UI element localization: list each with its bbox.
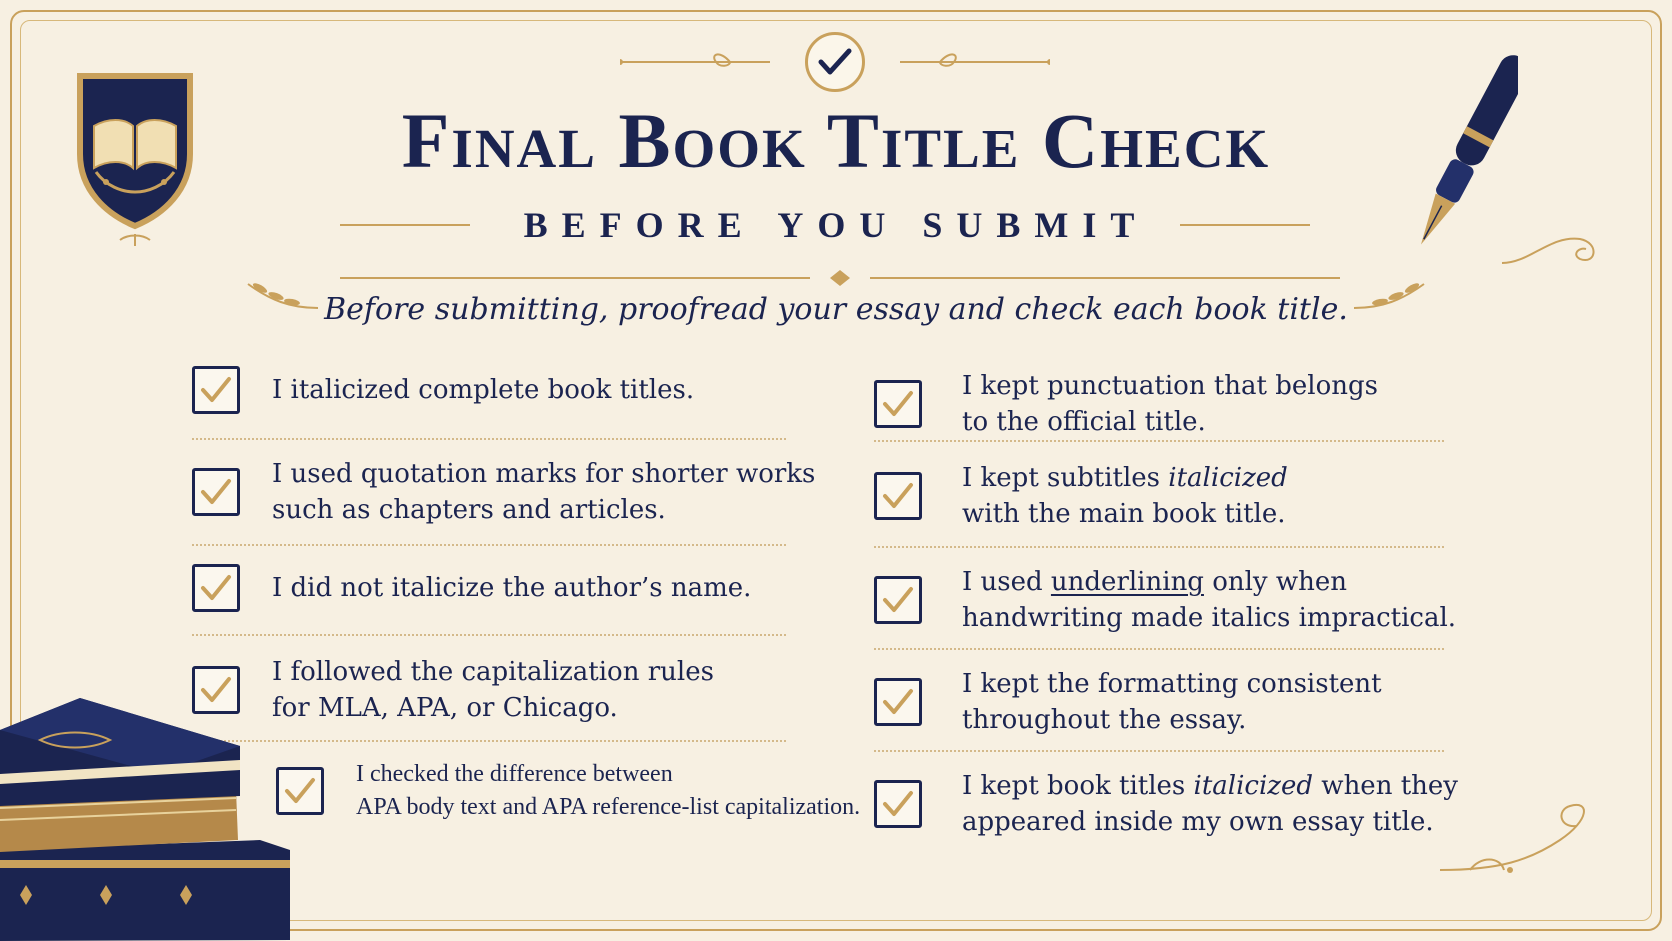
flourish-ornament-bottom (1440, 800, 1620, 890)
item-text-line1a: I kept subtitles (962, 463, 1169, 493)
item-text-line2: such as chapters and articles. (272, 495, 666, 525)
checklist-item-right-1 (874, 368, 1378, 440)
dotted-separator (192, 634, 786, 636)
checkbox-icon[interactable] (874, 380, 922, 428)
item-text-italic: italicized (1168, 463, 1288, 493)
dotted-separator (192, 438, 786, 440)
item-text: I italicized complete book titles. (272, 375, 695, 405)
dotted-separator (874, 648, 1444, 650)
top-ornament (620, 30, 1050, 100)
intro-text: Before submitting, proofread your essay and check each book title. (324, 292, 1348, 327)
checkbox-icon[interactable] (874, 678, 922, 726)
checklist-item-right-4 (874, 666, 1382, 738)
item-text-line1c: when they (1313, 771, 1458, 801)
checklist-item-left-1 (192, 366, 694, 414)
dotted-separator (874, 750, 1444, 752)
item-text-line2: throughout the essay. (962, 705, 1247, 735)
dotted-separator (192, 544, 786, 546)
item-text-line2: appeared inside my own essay title. (962, 807, 1434, 837)
checkbox-icon[interactable] (192, 468, 240, 516)
checklist-item-left-2 (192, 456, 815, 528)
item-text-line1: I kept punctuation that belongs (962, 371, 1378, 401)
checklist-item-left-5 (276, 758, 860, 824)
item-text-line1a: I kept book titles (962, 771, 1194, 801)
checkbox-icon[interactable] (192, 366, 240, 414)
item-text-line2: for MLA, APA, or Chicago. (272, 693, 618, 723)
item-text-line2: to the official title. (962, 407, 1206, 437)
item-text: I did not italicize the author’s name. (272, 573, 752, 603)
checkbox-icon[interactable] (192, 564, 240, 612)
item-text-line2: APA body text and APA reference-list capitalization. (356, 794, 861, 820)
item-text-underlined: underlining (1050, 567, 1204, 597)
page-title: Final Book Title Check (401, 97, 1271, 184)
item-text-line1: I followed the capitalization rules (272, 657, 714, 687)
check-circle-icon (805, 32, 865, 92)
item-text-line2: with the main book title. (962, 499, 1286, 529)
item-text-italic: italicized (1193, 771, 1314, 801)
item-text-line1: I kept the formatting consistent (962, 669, 1382, 699)
checkbox-icon[interactable] (874, 576, 922, 624)
header-divider (340, 270, 1340, 286)
page-subtitle: BEFORE YOU SUBMIT (523, 205, 1149, 245)
item-text-line2: handwriting made italics impractical. (962, 603, 1457, 633)
item-text-line1: I checked the difference between (356, 761, 673, 787)
dotted-separator (874, 546, 1444, 548)
book-stack-icon (0, 690, 300, 941)
item-text-line1: I used quotation marks for shorter works (272, 459, 816, 489)
dotted-separator (874, 440, 1444, 442)
checklist-item-left-3 (192, 564, 751, 612)
checkbox-icon[interactable] (874, 472, 922, 520)
checklist-item-right-5 (874, 768, 1458, 840)
item-text-line1c: only when (1203, 567, 1348, 597)
checklist-item-right-2 (874, 460, 1288, 532)
checkbox-icon[interactable] (874, 780, 922, 828)
item-text-line1a: I used (962, 567, 1051, 597)
checklist-item-right-3 (874, 564, 1456, 636)
